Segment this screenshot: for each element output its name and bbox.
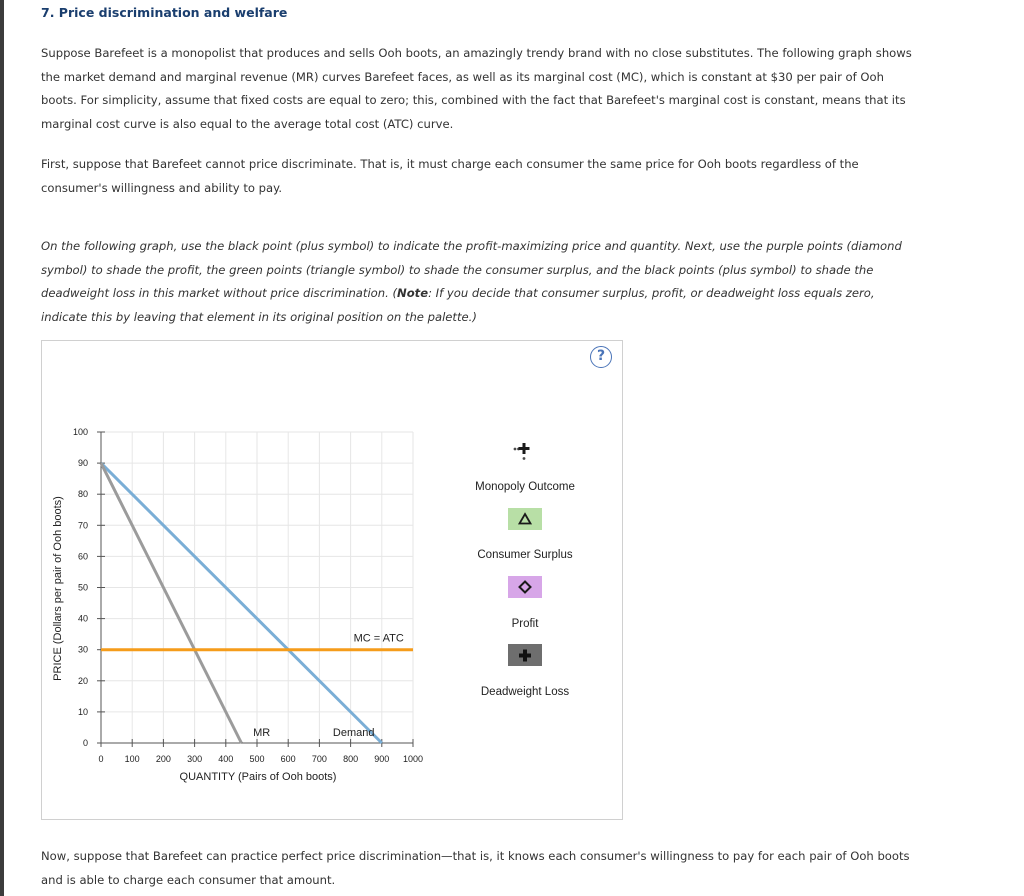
intro-line: Suppose Barefeet is a monopolist that produces and sells Ooh boots, an amazingly trendy brand with no close substitutes. The following graph shows (41, 46, 912, 60)
y-tick-label: 70 (77, 520, 88, 531)
monopoly-tool-hitbox (512, 444, 532, 460)
monopoly-outcome-label: Monopoly Outcome (475, 481, 575, 493)
x-tick-label: 1000 (402, 754, 424, 764)
x-tick-label: 100 (124, 754, 140, 764)
consumer-surplus-label: Consumer Surplus (477, 549, 573, 561)
help-icon[interactable]: ? (590, 346, 612, 368)
deadweight-loss-label: Deadweight Loss (480, 686, 570, 698)
consumer-surplus-tool[interactable] (508, 508, 542, 530)
y-tick-label: 10 (77, 706, 88, 717)
deadweight-loss-tool[interactable] (508, 644, 542, 666)
monopoly-outcome-tool[interactable] (512, 443, 532, 460)
instruction-line: symbol) to shade the profit, the green points (triangle symbol) to shade the consumer surplus, and the black points (plus symbol) to shade the (41, 262, 874, 277)
setup-line: First, suppose that Barefeet cannot price discriminate. That is, it must charge each consumer the same price for Ooh boots regardless of the (41, 157, 859, 171)
palette (475, 443, 575, 698)
instruction-line: : If you decide that consumer surplus, profit, or deadweight loss equals zero, (428, 286, 875, 301)
x-tick-label: 0 (98, 754, 104, 764)
setup-line: consumer's willingness and ability to pay. (41, 180, 283, 195)
x-tick-label: 400 (218, 754, 234, 764)
y-tick-label: 20 (77, 675, 88, 686)
profit-label: Profit (511, 618, 539, 630)
followup-line: Now, suppose that Barefeet can practice perfect price discrimination—that is, it knows each consumer's willingness to pay for each pair of Ooh boots (41, 849, 910, 863)
y-tick-label: 100 (72, 427, 88, 437)
intro-line: the market demand and marginal revenue (MR) curves Barefeet faces, as well as its marginal cost (MC), which is constant at $30 per pair of Ooh (41, 69, 884, 84)
intro-line: marginal cost curve is also equal to the average total cost (ATC) curve. (41, 116, 454, 131)
x-tick-label: 900 (374, 754, 390, 764)
y-tick-label: 30 (77, 644, 88, 655)
chart-axes (97, 432, 413, 747)
instruction-line: On the following graph, use the black point (plus symbol) to indicate the profit-maximizing price and quantity. Next, use the purple points (diamond (41, 239, 902, 253)
x-tick-label: 200 (155, 754, 171, 764)
y-tick-label: 80 (77, 489, 88, 500)
y-tick-label: 40 (77, 613, 88, 624)
mr-label: MR (253, 726, 271, 739)
demand-label: Demand (332, 726, 375, 739)
x-tick-label: 800 (343, 754, 359, 764)
monopoly-tool-dot (514, 448, 517, 451)
x-tick-label: 300 (187, 754, 203, 764)
instruction-line: deadweight loss in this market without price discrimination. ( (41, 286, 398, 301)
note-label: Note (397, 286, 429, 301)
consumer-surplus-swatch (508, 508, 542, 530)
mr-curve (101, 463, 241, 743)
y-tick-label: 90 (77, 458, 88, 469)
x-tick-label: 700 (311, 754, 327, 764)
chart-labels (52, 427, 423, 783)
intro-line: boots. For simplicity, assume that fixed costs are equal to zero; this, combined with the fact that Barefeet's marginal cost is constant, means that its (41, 93, 906, 108)
demand-curve (101, 463, 382, 743)
y-tick-label: 0 (82, 738, 88, 748)
y-axis-title: PRICE (Dollars per pair of Ooh boots) (52, 496, 64, 681)
y-tick-label: 50 (77, 582, 88, 593)
chart-grid (101, 432, 413, 743)
x-tick-label: 600 (280, 754, 296, 764)
profit-swatch (508, 576, 542, 598)
x-axis-title: QUANTITY (Pairs of Ooh boots) (179, 771, 337, 783)
instruction-line: indicate this by leaving that element in its original position on the palette.) (41, 309, 477, 324)
x-tick-label: 500 (249, 754, 265, 764)
monopoly-tool-dot (523, 457, 526, 460)
profit-tool[interactable] (508, 576, 542, 598)
y-tick-label: 60 (77, 551, 88, 562)
mc-atc-label: MC = ATC (353, 632, 404, 645)
followup-line: and is able to charge each consumer that amount. (41, 872, 336, 887)
question-title: 7. Price discrimination and welfare (41, 5, 288, 20)
